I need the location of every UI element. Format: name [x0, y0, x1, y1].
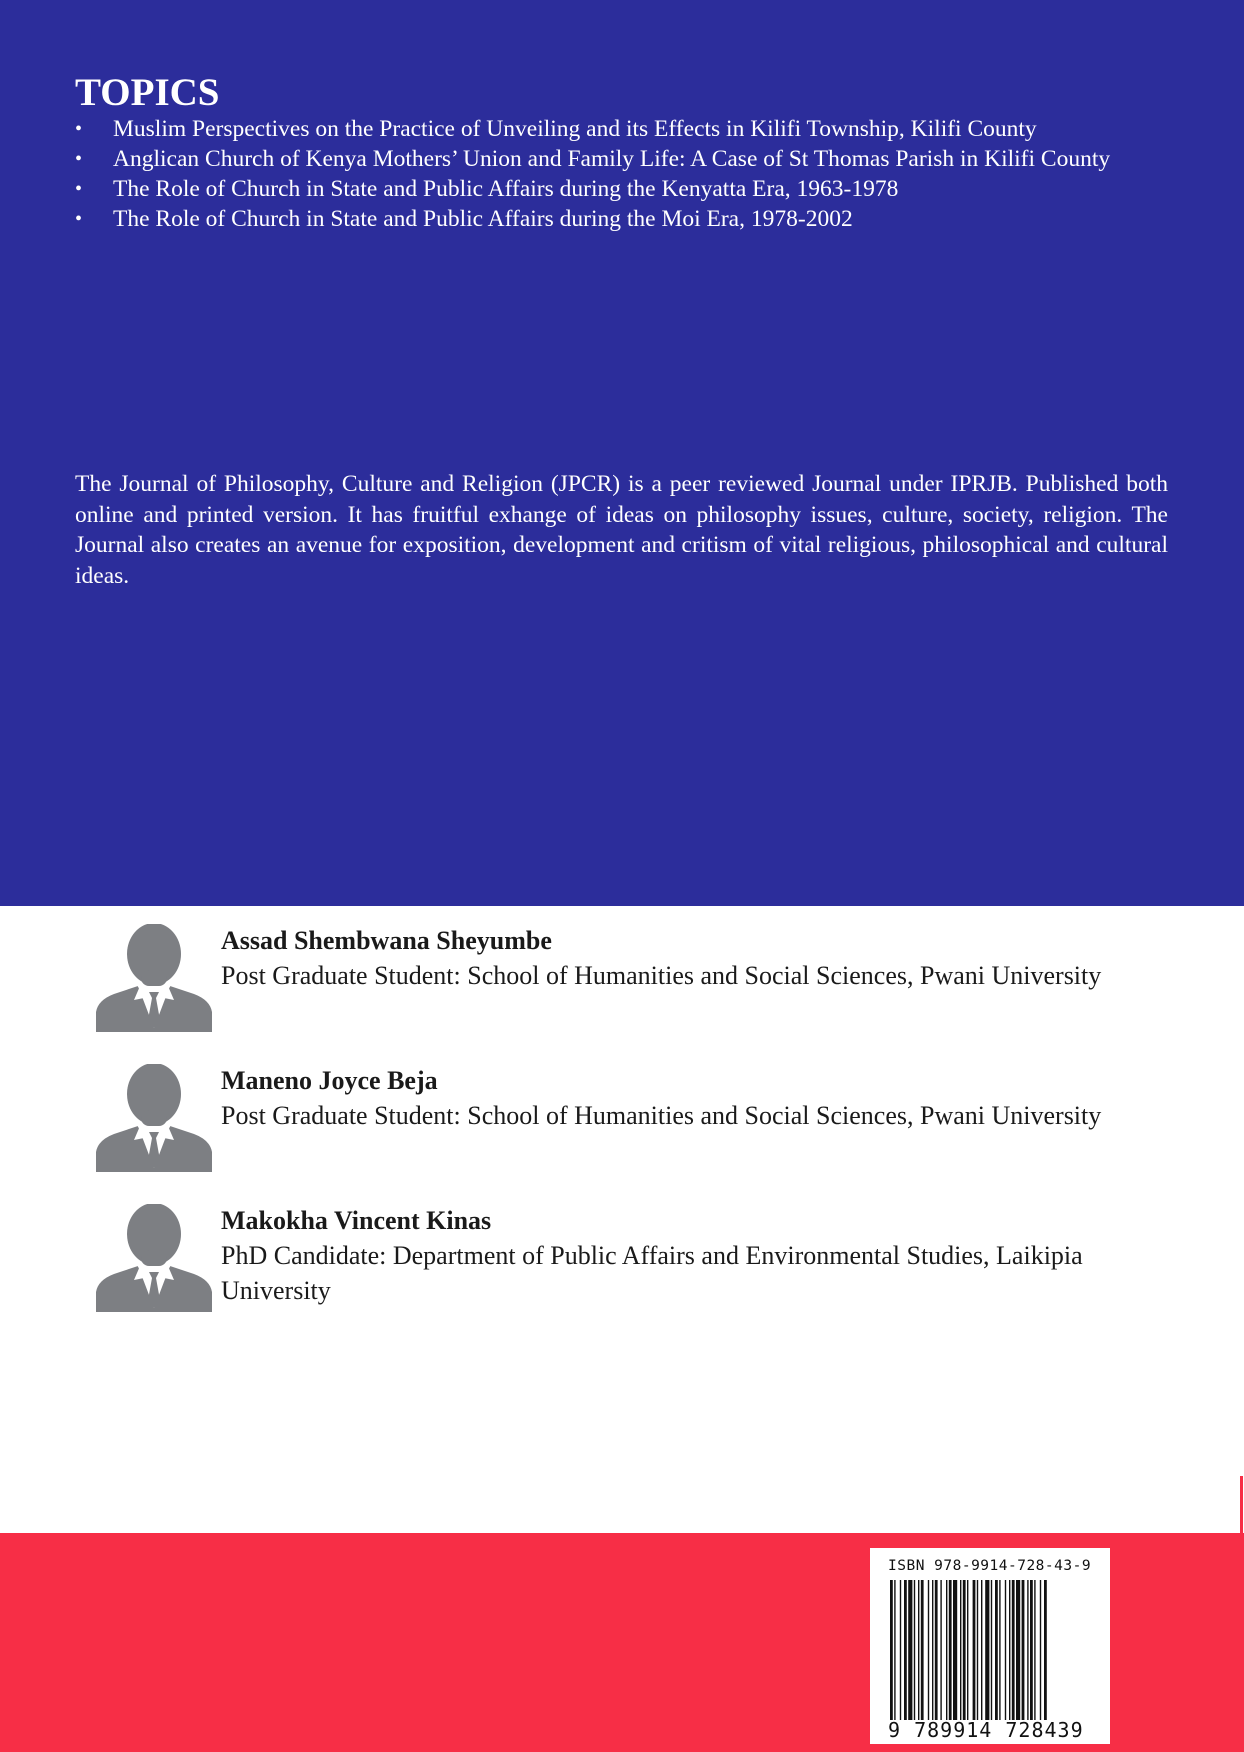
person-silhouette-icon [96, 924, 212, 1032]
topic-item [75, 174, 1185, 204]
bullet-icon: • [75, 208, 83, 230]
barcode-bar [1005, 1580, 1006, 1720]
barcode-bar [1044, 1580, 1047, 1720]
barcode-bar [1009, 1580, 1010, 1720]
topic-text: The Role of Church in State and Public Affairs during the Moi Era, 1978-2002 [113, 206, 853, 232]
author-affiliation: PhD Candidate: Department of Public Affairs and Environmental Studies, Laikipia University [221, 1241, 1083, 1305]
barcode-bar [963, 1580, 966, 1720]
bullet-icon: • [75, 118, 83, 140]
topics-list [75, 114, 1185, 234]
barcode-bar [894, 1580, 895, 1720]
barcode-bar [900, 1580, 901, 1720]
barcode-bar [946, 1580, 947, 1720]
barcode-bar [914, 1580, 915, 1720]
barcode-bar [1030, 1580, 1033, 1720]
author-info [221, 1204, 1151, 1308]
topic-item [75, 114, 1185, 144]
topic-text: Anglican Church of Kenya Mothers’ Union and Family Life: A Case of St Thomas Parish in Kilifi County [113, 146, 1111, 172]
barcode-bar [953, 1580, 957, 1720]
author-name: Assad Shembwana Sheyumbe [221, 926, 552, 955]
barcode-bar [999, 1580, 1000, 1720]
bullet-icon: • [75, 148, 83, 170]
barcode-bar [1016, 1580, 1020, 1720]
topic-item [75, 204, 1185, 234]
bullet-icon: • [75, 178, 83, 200]
barcode-bar [1027, 1580, 1028, 1720]
barcode-bar [935, 1580, 938, 1720]
barcode-bar [991, 1580, 992, 1720]
barcode-bar [960, 1580, 961, 1720]
edge-marker [1240, 1476, 1243, 1534]
author-affiliation: Post Graduate Student: School of Humanities and Social Sciences, Pwani University [221, 961, 1102, 990]
author-affiliation: Post Graduate Student: School of Humanities and Social Sciences, Pwani University [221, 1101, 1102, 1130]
barcode-bar [949, 1580, 952, 1720]
isbn-barcode [870, 1548, 1110, 1744]
barcode-bar [908, 1580, 912, 1720]
author-name: Makokha Vincent Kinas [221, 1206, 492, 1235]
topic-text: Muslim Perspectives on the Practice of Unveiling and its Effects in Kilifi Township, Kilifi County [113, 116, 1037, 142]
barcode-bar [928, 1580, 929, 1720]
barcode-bar [940, 1580, 941, 1720]
topic-item [75, 144, 1185, 174]
barcode-bar [977, 1580, 978, 1720]
journal-description: The Journal of Philosophy, Culture and Religion (JPCR) is a peer reviewed Journal under IPRJB. Published both online and printed version. It has fruitful exhange of ideas on philosophy issues, culture, society, religion. The Journal also creates an avenue for exposition, development and critism of vital religious, philosophical and cultural ideas. [75, 471, 1168, 589]
author-block [96, 1064, 1156, 1174]
barcode-bar [985, 1580, 989, 1720]
barcode-bar [995, 1580, 998, 1720]
barcode-bar [1040, 1580, 1041, 1720]
author-name: Maneno Joyce Beja [221, 1066, 438, 1095]
person-silhouette-icon [96, 1204, 212, 1312]
author-block [96, 924, 1156, 1034]
barcode-bar [973, 1580, 976, 1720]
barcode-bar [918, 1580, 919, 1720]
barcode-bar [904, 1580, 907, 1720]
person-silhouette-icon [96, 1064, 212, 1172]
barcode-bar [921, 1580, 924, 1720]
barcode-bar [1012, 1580, 1015, 1720]
author-info [221, 1064, 1151, 1133]
author-info [221, 924, 1151, 993]
topic-text: The Role of Church in State and Public Affairs during the Kenyatta Era, 1963-1978 [113, 176, 899, 202]
barcode-bar [1022, 1580, 1025, 1720]
isbn-label: ISBN 978-9914-728-43-9 [888, 1558, 1092, 1574]
barcode-bar [967, 1580, 968, 1720]
barcode-bar [890, 1580, 893, 1720]
barcode-digits: 9 789914 728439 [888, 1718, 1084, 1742]
barcode-icon [890, 1580, 1090, 1720]
author-block [96, 1204, 1156, 1314]
barcode-bar [1034, 1580, 1035, 1720]
barcode-bar [981, 1580, 982, 1720]
topics-heading: TOPICS [75, 71, 220, 114]
barcode-bar [932, 1580, 933, 1720]
